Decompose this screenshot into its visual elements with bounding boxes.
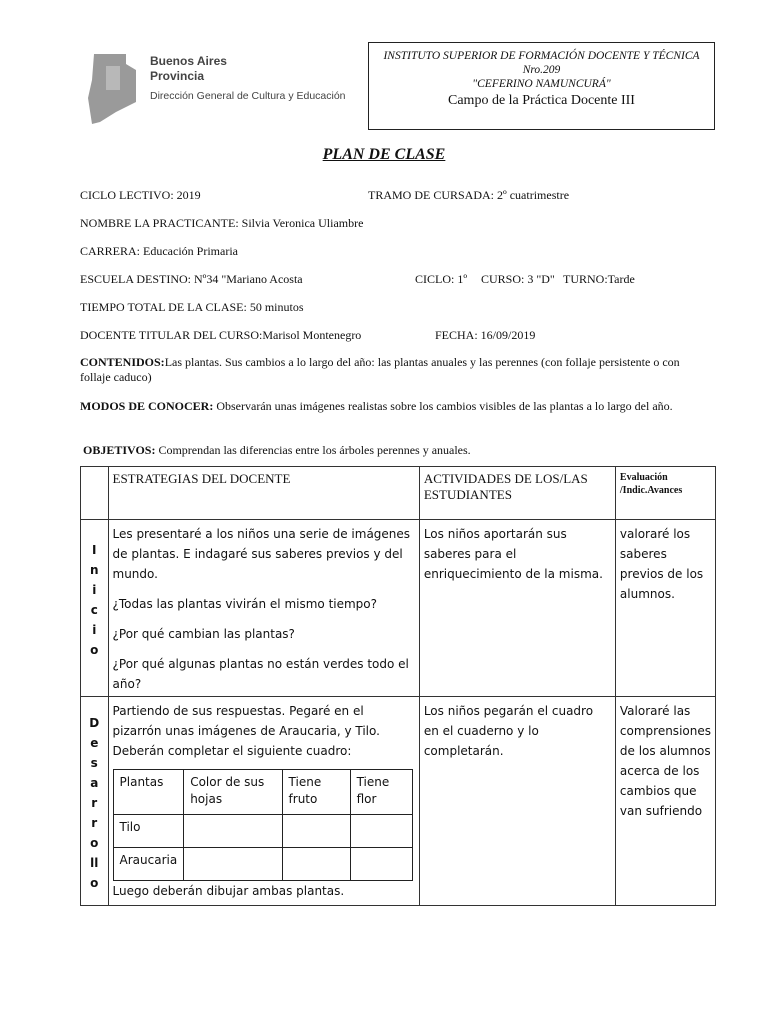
- cuadro-row-label: Tilo: [113, 815, 184, 848]
- fecha: FECHA: 16/09/2019: [435, 328, 536, 342]
- inicio-estrategia-1: Les presentaré a los niños una serie de imágenes de plantas. E indagaré sus saberes previos y del mundo.: [112, 527, 411, 581]
- cuadro-row: [113, 815, 412, 848]
- inicio-letter: i: [92, 583, 97, 597]
- desarrollo-letter: D: [89, 716, 100, 730]
- institute-number: Nro.209: [522, 64, 561, 76]
- inicio-estrategia-3: ¿Por qué cambian las plantas?: [112, 627, 295, 641]
- curso: CURSO: 3 "D": [481, 272, 555, 286]
- desarrollo-letter: r: [91, 796, 98, 810]
- inicio-letter: I: [92, 543, 97, 557]
- province-map-icon: [86, 50, 138, 126]
- header-actividades: ACTIVIDADES DE LOS/LAS ESTUDIANTES: [419, 467, 615, 520]
- table-row-desarrollo: [81, 697, 716, 906]
- plantas-cuadro: [113, 769, 413, 881]
- desarrollo-letter: s: [90, 756, 98, 770]
- modos-de-conocer: [80, 399, 710, 414]
- turno: TURNO:Tarde: [563, 272, 635, 286]
- logo-line-3: Dirección General de Cultura y Educación: [150, 90, 346, 102]
- cuadro-header-cell: Tiene flor: [350, 770, 412, 815]
- inicio-estrategia-4: ¿Por qué algunas plantas no están verdes todo el año?: [112, 657, 409, 691]
- desarrollo-letter: r: [91, 816, 98, 830]
- cuadro-empty-cell: [282, 815, 350, 848]
- desarrollo-actividades: Los niños pegarán el cuadro en el cuaderno y lo completarán.: [419, 697, 615, 906]
- cuadro-row: [113, 848, 412, 881]
- desarrollo-outro: Luego deberán dibujar ambas plantas.: [112, 884, 345, 898]
- institute-nickname: "CEFERINO NAMUNCURÁ": [472, 78, 611, 90]
- escuela-destino: ESCUELA DESTINO: Nº34 "Mariano Acosta: [80, 272, 303, 286]
- contenidos-label: CONTENIDOS:: [80, 355, 165, 369]
- objetivos: [83, 443, 713, 458]
- cuadro-empty-cell: [184, 848, 282, 881]
- header-estrategias: ESTRATEGIAS DEL DOCENTE: [108, 467, 419, 520]
- objetivos-text: Comprendan las diferencias entre los árboles perennes y anuales.: [155, 443, 471, 457]
- cuadro-header-row: [113, 770, 412, 815]
- header-evaluacion: Evaluación /Indic.Avances: [615, 467, 715, 520]
- logo: [86, 46, 366, 126]
- cuadro-empty-cell: [350, 815, 412, 848]
- inicio-letter: n: [89, 563, 99, 577]
- table-row-inicio: [81, 520, 716, 697]
- cuadro-header-cell: Tiene fruto: [282, 770, 350, 815]
- inicio-evaluacion: valoraré los saberes previos de los alumnos.: [615, 520, 715, 697]
- header-empty-cell: [81, 467, 109, 520]
- desarrollo-letter: o: [90, 876, 99, 890]
- cuadro-empty-cell: [350, 848, 412, 881]
- inicio-label: [81, 520, 109, 697]
- contenidos: [80, 355, 710, 385]
- inicio-letter: o: [90, 643, 99, 657]
- table-header-row: [81, 467, 716, 520]
- desarrollo-label: [81, 697, 109, 906]
- tiempo-total: TIEMPO TOTAL DE LA CLASE: 50 minutos: [80, 300, 304, 314]
- institute-name: INSTITUTO SUPERIOR DE FORMACIÓN DOCENTE Y TÉCNICA: [383, 50, 700, 62]
- logo-line-2: Provincia: [150, 69, 205, 83]
- modos-text: Observarán unas imágenes realistas sobre los cambios visibles de las plantas a lo largo del año.: [213, 399, 673, 413]
- cuadro-row-label: Araucaria: [113, 848, 184, 881]
- modos-label: MODOS DE CONOCER:: [80, 399, 214, 413]
- ciclo: CICLO: 1º: [415, 272, 468, 286]
- contenidos-text: Las plantas. Sus cambios a lo largo del año: las plantas anuales y las perennes (con follaje persistente o con follaje caduco): [80, 355, 680, 384]
- desarrollo-letter: ll: [90, 856, 99, 870]
- plan-table: [80, 466, 716, 906]
- desarrollo-estrategias: [108, 697, 419, 906]
- inicio-letter: c: [90, 603, 98, 617]
- objetivos-label: OBJETIVOS:: [83, 443, 156, 457]
- tramo-cursada: TRAMO DE CURSADA: 2º cuatrimestre: [368, 188, 570, 202]
- desarrollo-intro: Partiendo de sus respuestas. Pegaré en el pizarrón unas imágenes de Araucaria, y Tilo. Deberán completar el siguiente cuadro:: [112, 704, 380, 758]
- ciclo-lectivo: CICLO LECTIVO: 2019: [80, 188, 201, 202]
- page-title: PLAN DE CLASE: [322, 146, 446, 163]
- desarrollo-letter: e: [90, 736, 99, 750]
- campo-title: Campo de la Práctica Docente III: [448, 93, 635, 108]
- logo-text: [150, 54, 346, 102]
- docente-titular: DOCENTE TITULAR DEL CURSO:Marisol Montenegro: [80, 328, 362, 342]
- practicante: NOMBRE LA PRACTICANTE: Silvia Veronica Uliambre: [80, 216, 364, 230]
- inicio-estrategia-2: ¿Todas las plantas vivirán el mismo tiempo?: [112, 597, 378, 611]
- inicio-letter: i: [92, 623, 97, 637]
- cuadro-header-cell: Plantas: [113, 770, 184, 815]
- cuadro-header-cell: Color de sus hojas: [184, 770, 282, 815]
- cuadro-empty-cell: [184, 815, 282, 848]
- institute-box: [368, 42, 715, 130]
- desarrollo-letter: a: [90, 776, 99, 790]
- carrera: CARRERA: Educación Primaria: [80, 244, 238, 258]
- cuadro-empty-cell: [282, 848, 350, 881]
- desarrollo-evaluacion: Valoraré las comprensiones de los alumnos acerca de los cambios que van sufriendo: [615, 697, 715, 906]
- logo-line-1: Buenos Aires: [150, 54, 227, 68]
- desarrollo-letter: o: [90, 836, 99, 850]
- inicio-estrategias: [108, 520, 419, 697]
- inicio-actividades: Los niños aportarán sus saberes para el enriquecimiento de la misma.: [419, 520, 615, 697]
